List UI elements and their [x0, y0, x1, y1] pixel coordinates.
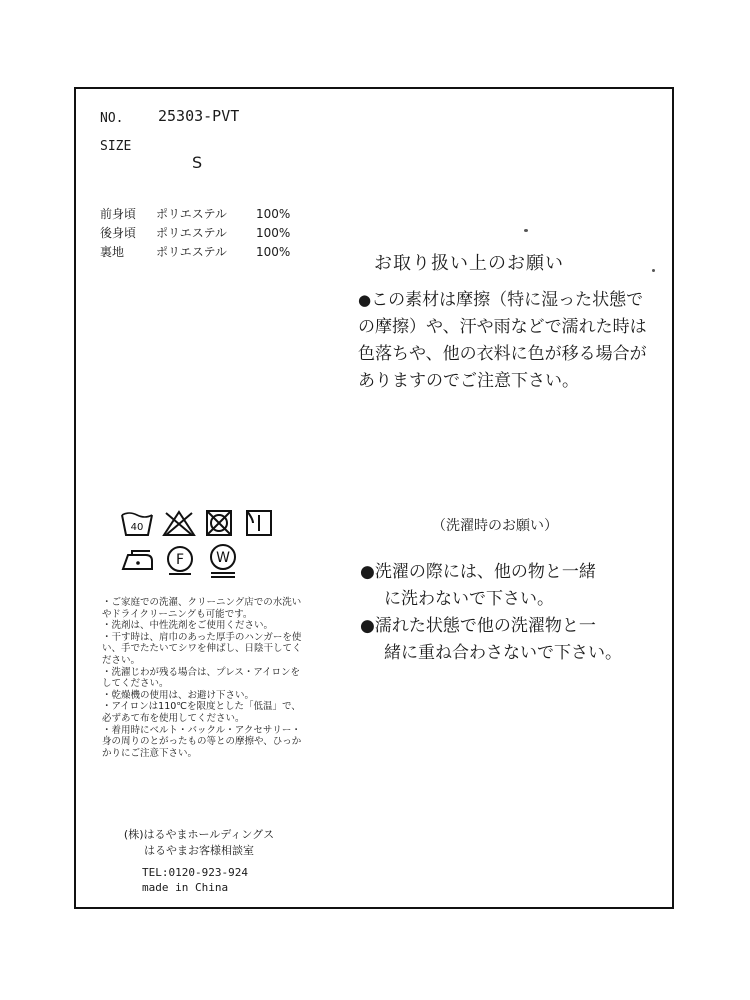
care-note: ・着用時にベルト・バックル・アクセサリー・身の周りのとがったもの等との摩擦や、ひっかかりにご注意下さい。 [102, 724, 302, 759]
wash-temp-label: 40 [130, 522, 144, 533]
product-number-label: NO. [100, 111, 124, 126]
care-label [74, 87, 674, 909]
care-note: ・洗濯じわが残る場合は、プレス・アイロンをしてください。 [102, 666, 300, 690]
size-value: S [192, 153, 203, 172]
no-bleach-icon [162, 509, 196, 537]
fabric-part: 前身頃 [100, 207, 137, 221]
fabric-row [100, 224, 290, 243]
iron-low-icon [120, 547, 156, 577]
fabric-percent: 100% [256, 226, 291, 240]
size-label: SIZE [100, 139, 132, 154]
company-department: はるやまお客様相談室 [144, 844, 254, 857]
company-info [104, 827, 294, 859]
fabric-material: ポリエステル [156, 245, 227, 259]
speck [524, 229, 528, 232]
product-number-value: 25303-PVT [158, 107, 240, 125]
care-symbols [120, 509, 290, 589]
care-note: ・洗剤は、中性洗剤をご使用ください。 [102, 620, 274, 632]
care-note: ・乾燥機の使用は、お避け下さい。 [102, 689, 255, 701]
care-note: ・干す時は、肩巾のあった厚手のハンガーを使い、手でたたいてシワを伸ばし、日陰干してください。 [102, 631, 302, 666]
care-title: お取り扱い上のお願い [374, 253, 564, 274]
care-note: ・アイロンは110℃を限度とした「低温」で、必ずあて布を使用してください。 [102, 701, 301, 724]
speck [652, 269, 655, 272]
fabric-part: 後身頃 [100, 226, 137, 240]
fabric-percent: 100% [256, 207, 291, 221]
care-notice [358, 287, 658, 395]
washing-title: （洗濯時のお願い） [432, 518, 558, 534]
care-instructions [102, 597, 302, 759]
wet-clean-letter: W [216, 550, 230, 566]
washing-line: ●洗濯の際には、他の物と一緒 [360, 562, 596, 582]
washing-line: に洗わないで下さい。 [384, 589, 554, 609]
fabric-row [100, 205, 290, 224]
wash-40-icon [120, 509, 154, 537]
fabric-percent: 100% [256, 245, 291, 259]
fabric-composition [100, 205, 290, 262]
care-notice-text: この素材は摩擦（特に湿った状態での摩擦）や、汗や雨などで濡れた時は色落ちや、他の衣料に色が移る場合がありますのでご注意下さい。 [358, 290, 647, 391]
fabric-material: ポリエステル [156, 207, 227, 221]
washing-line: 緒に重ね合わさないで下さい。 [384, 643, 622, 663]
care-note: ・ご家庭での洗濯、クリーニング店での水洗いやドライクリーニングも可能です。 [102, 597, 302, 620]
fabric-material: ポリエステル [156, 226, 227, 240]
bullet-icon: ● [358, 291, 372, 309]
line-dry-icon [244, 509, 274, 537]
no-tumble-dry-icon [204, 509, 234, 537]
phone-number: TEL:0120-923-924 [142, 866, 248, 879]
country-of-origin: made in China [142, 881, 229, 894]
fabric-row [100, 243, 290, 262]
contact-info [142, 865, 248, 895]
dry-clean-letter: F [175, 552, 185, 568]
company-name: (株)はるやまホールディングス [123, 828, 275, 841]
dry-clean-f-icon [164, 545, 196, 577]
fabric-part: 裏地 [100, 245, 125, 259]
washing-notice [360, 559, 672, 667]
washing-line: ●濡れた状態で他の洗濯物と一 [360, 616, 596, 636]
wet-clean-w-icon [206, 543, 240, 579]
